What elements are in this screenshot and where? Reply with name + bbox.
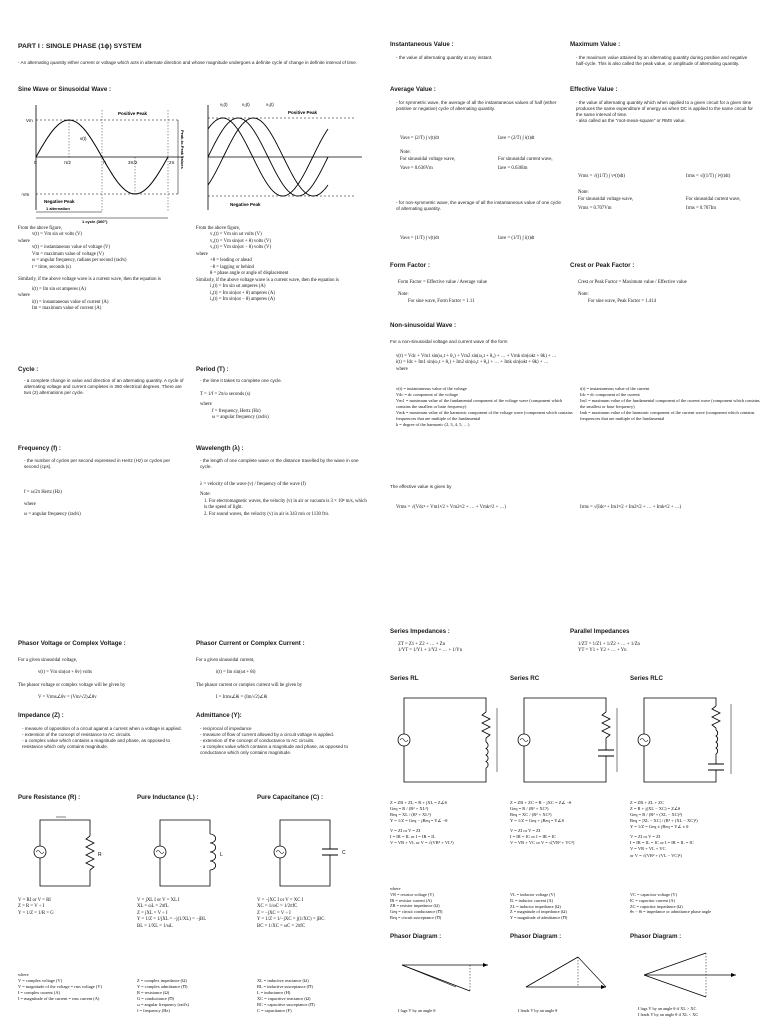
sine-wave-figure [18, 100, 188, 225]
negative-peak-label: Negative Peak [44, 199, 75, 204]
v3-label: v₃(t) [266, 102, 274, 107]
admittance-text: - reciprocal of impedance - measure of flow of current allowed by a circuit voltage is applied. - extension of the concept of conductance to AC circuits. - a complex value which contains a magnitude and phase, as opposed to conductance which only contains magnitude. [200, 726, 349, 755]
part-title: PART I : SINGLE PHASE (1ϕ) SYSTEM [18, 43, 142, 50]
axis-pi: π [103, 160, 107, 165]
positive-peak-label-2: Positive Peak [288, 110, 318, 115]
effective-value-intro: The effective value is given by [390, 484, 452, 489]
form-factor-body: Form Factor = Effective value / Average value Note: For sine wave, Form Factor = 1.11 [398, 280, 487, 304]
series-rlc-legend: VC = capacitor voltage (V) IC = capacitor current (A) ZC = capacitor impedance (Ω) θv − θi = impedance or admittance phase angle [630, 892, 712, 915]
vt-label: v(t) [80, 136, 87, 141]
pure-resistance-eqs: V = RI or V = RI Z = R = V ÷ I Y = 1/Z = 1/R = G [18, 898, 54, 916]
sine-right-lines: From the above figure, v₁(t) = Vm sin ωt volts (V) v₂(t) = Vm sin(ωt + θ) volts (V) v₃(t) = Vm sin(ωt − θ) volts (V) where +θ = leading or ahead −θ = lagging or behind θ = phase angle or angle of displacement Similarly, if the above voltage wave is a current wave, then the equation is i₁(t) = Im sin ωt amperes (A) i₂(t) = Im sin(ωt + θ) amperes (A) i₃(t) = Im sin(ωt − θ) amperes (A) [196, 226, 339, 303]
parallel-impedances-heading: Parallel Impedances [570, 628, 630, 635]
phasor-diagram-rc-heading: Phasor Diagram : [510, 933, 562, 940]
series-rl-legend: where VR = resistor voltage (V) IR = resistor current (A) ZR = resistor impedance (Ω) Geq = circuit conductance (Ʊ) Beq = circuit susceptance (Ʊ) [390, 886, 443, 920]
maximum-text: - the maximum value attained by an alternating quantity during positive and negative half-cycle. This is also called the peak value, or amplitude of alternating quantity. [576, 55, 748, 66]
neg-vm-label: -Vm [21, 192, 30, 197]
wavelength-heading: Wavelength (λ) : [196, 445, 244, 452]
negative-peak-label-2: Negative Peak [230, 202, 261, 207]
nonsinusoidal-irms: Irms = √(Idc² + Im1²/2 + Im2²/2 + … + Imk²/2 + …) [580, 505, 682, 510]
one-cycle-label: 1 cycle (360°) [82, 219, 108, 224]
pure-inductance-eqs: V = jXL I or V = XL I XL = ωL = 2πfL Z = jXL = V ÷ I Y = 1/Z = 1/jXL = −j(1/XL) = −jBL BL = 1/XL = 1/ωL [137, 898, 207, 929]
nonsinusoidal-left-legend: v(t) = instantaneous value of the voltage Vdc = dc component of the voltage Vm1 = maximum value of the fundamental component of the voltage wave (component which contains the smallest or base frequency) Vmk = maximum value of the harmonic component of the voltage wave (component which contains frequencies that are multiple of the fundamental k = degree of the harmonic (2, 3, 4, 5, …) [396, 386, 573, 427]
phasor-current-body: For a given sinusoidal current, i(t) = Im sin(ωt + θi) The phasor current or complex current will be given by I = Irms∠θi = (Im/√2)∠θi [196, 658, 303, 701]
nonsinusoidal-heading: Non-sinusoidal Wave : [390, 322, 457, 329]
sine-left-lines: From the above figure, v(t) = Vm sin ωt volts (V) where v(t) = instantaneous value of voltage (V) Vm = maximum value of voltage (V) ω = angular frequency, radians per second (rad/s) t = time, seconds (s) Similarly, if the above voltage wave is a current wave, then the equation is i(t) = Im sin ωt amperes (A) where i(t) = instantaneous value of current (A) Im = maximum value of current (A) [18, 226, 161, 312]
series-rlc-circuit [636, 690, 746, 790]
average-formulas-2: Vave = (1/T) ∫ v(t)dt Iave = (1/T) ∫ i(t)dt [400, 236, 535, 241]
axis-pi-2: π/2 [64, 160, 71, 165]
pure-capacitance-circuit [270, 812, 350, 892]
frequency-formula: f = ω/2π Hertz (Hz) where ω = angular frequency (rad/s) [24, 490, 81, 517]
average-text-1: - for symmetric wave, the average of all the instantaneous values of half (either positive or negative) cycle of alternating quantity. [396, 100, 557, 111]
average-heading: Average Value : [390, 86, 436, 93]
series-rlc-heading: Series RLC [630, 675, 664, 682]
positive-peak-label: Positive Peak [118, 111, 148, 116]
phasor-diagram-rlc-heading: Phasor Diagram : [630, 933, 682, 940]
phasor-voltage-heading: Phasor Voltage or Complex Voltage : [18, 640, 126, 647]
legend-right: XL = inductive reactance (Ω) BL = inductive susceptance (Ʊ) L = inductance (H) XC = capacitive reactance (Ω) BC = capacitive susceptance (Ʊ) C = capacitance (F) [257, 978, 315, 1013]
crest-factor-body: Crest or Peak Factor = Maximum value / Effective value Note: For sine wave, Peak Factor = 1.414 [578, 280, 687, 304]
series-impedances-eqs: ZT = Z1 + Z2 + … + Zn 1/YT = 1/Y1 + 1/Y2 + … + 1/Yn [398, 642, 463, 654]
period-formula: T = 1/f = 2π/ω seconds (s) where f = frequency, Hertz (Hz) ω = angular frequency (rad/s) [200, 392, 269, 421]
effective-text: - the value of alternating quantity which when applied to a given circuit for a given time produces the same expenditure of energy as when DC is applied to the same circuit for the same interval of time. - also called as the "root-mean-square" or RMS value. [576, 100, 753, 123]
instantaneous-text: - the value of alternating quantity at any instant. [396, 55, 493, 60]
pure-capacitance-eqs: V = −jXC I or V = XC I XC = 1/ωC = 1/2πfC Z = −jXC = V ÷ I Y = 1/Z = 1/−jXC = j(1/XC) = jBC BC = 1/XC = ωC = 2πfC [257, 898, 325, 929]
maximum-heading: Maximum Value : [570, 41, 621, 48]
series-rc-legend: VL = inductor voltage (V) IL = inductor current (A) ZL = inductor impedance (Ω) Z = magnitude of impedance (Ω) Y = magnitude of admittance (Ʊ) [510, 892, 568, 921]
nonsinusoidal-equations: v(t) = Vdc + Vm1 sin(ω₁t + θ₁) + Vm2 sin(ω₂t + θ₂) + … + Vmk sin(ωkt + θk) + … i(t) = Idc + Im1 sin(ω₁t + θ₁) + Im2 sin(ω₂t + θ₂) + … + Imk sin(ωkt + θk) + … where [396, 354, 557, 372]
average-formulas-1: Vave = (2/T) ∫ v(t)dt Iave = (2/T) ∫ i(t)dt Note: For sinusoidal voltage wave, For sinusoidal current wave, Vave = 0.636Vm Iave = 0.636Im [400, 136, 553, 172]
effective-heading: Effective Value : [570, 86, 618, 93]
phasor-diagram-rc [516, 945, 626, 1005]
series-rl-eqs: Z = ZR + ZL = R + jXL = Z∠θ Geq = R / (R² + XL²) Beq = XL / (R² + XL²) Y = 1/Z = Geq − jBeq = Y∠ −θ V = ZI or V = ZI I = IR = IL or I = IR = IL V = VR + VL or V = √(VR² + VL²) [390, 800, 454, 846]
series-impedances-heading: Series Impedances : [390, 628, 450, 635]
one-alternation-label: 1 alternation [46, 206, 70, 211]
nonsinusoidal-vrms: Vrms = √(Vdc² + Vm1²/2 + Vm2²/2 + … + Vmk²/2 + …) [396, 505, 506, 510]
pure-inductance-heading: Pure Inductance (L) : [137, 794, 199, 801]
nonsinusoidal-right-legend: i(t) = instantaneous value of the current Idc = dc component of the current Im1 = maximum value of the fundamental component of the current wave (component which contains the smallest or base frequency) Imk = maximum value of the harmonic component of the current wave (component which contains frequencies that are multiple of the fundamental [580, 386, 760, 421]
admittance-heading: Admittance (Y): [196, 712, 242, 719]
period-text: - the time it takes to complete one cycle. [200, 378, 282, 383]
average-text-2: - for non-symmetric wave, the average of all the instantaneous value of one cycle of alternating quantity. [396, 200, 561, 211]
pure-resistance-heading: Pure Resistance (R) : [18, 794, 81, 801]
phase-shift-figure [196, 100, 366, 215]
cycle-heading: Cycle : [18, 366, 39, 373]
resistor-label: R [98, 852, 102, 858]
phasor-voltage-body: For a given sinusoidal voltage, v(t) = Vm sin(ωt + θv) volts The phasor voltage or complex voltage will be given by V = Vrms∠θv = (Vm/√2)∠θv [18, 658, 126, 701]
parallel-impedances-eqs: 1/ZT = 1/Z1 + 1/Z2 + … + 1/Zn YT = Y1 + Y2 + … + Yn [578, 642, 640, 654]
wavelength-formula: λ = velocity of the wave (v) / frequency of the wave (f) Note: 1. For electromagnetic waves, the velocity (v) in air or vacuum is 3 × 10⁸ m/s, which is the speed of light. 2. For sound waves, the velocity (v) in air is 343 m/s or 1130 ft/s. [200, 482, 367, 517]
period-heading: Period (T) : [196, 366, 229, 373]
series-rc-heading: Series RC [510, 675, 540, 682]
effective-formulas: Vrms = √((1/T) ∫ v²(t)dt) Irms = √((1/T) ∫ i²(t)dt) Note: For sinusoidal voltage wave, For sinusoidal current wave, Vrms = 0.707Vm Irms = 0.707Im [578, 174, 741, 212]
vm-label: Vm [26, 118, 33, 123]
pure-capacitance-heading: Pure Capacitance (C) : [257, 794, 324, 801]
form-factor-heading: Form Factor : [390, 262, 430, 269]
v1-label: v₁(t) [220, 102, 228, 107]
impedance-text: - measure of opposition of a circuit against a current when a voltage is applied. - extension of the concept of resistance to AC circuits. - a complex value which contains a magnitude and phase, as opposed to resistance which only contains magnitude. [22, 726, 182, 749]
pure-inductance-circuit [150, 812, 230, 892]
axis-0: 0 [34, 160, 37, 165]
impedance-heading: Impedance (Z) : [18, 712, 64, 719]
wavelength-text: - the length of one complete wave or the distance travelled by the wave in one cycle. [200, 458, 359, 469]
pure-resistance-circuit [30, 812, 110, 892]
phasor-diagram-rl-heading: Phasor Diagram : [390, 933, 442, 940]
inductor-label: L [220, 852, 223, 858]
nonsinusoidal-intro: For a non-sinusoidal voltage and current wave of the form [390, 339, 508, 344]
series-rc-eqs: Z = ZR + ZC = R − jXC = Z∠ −θ Geq = R / (R² + XC²) Beq = XC / (R² + XC²) Y = 1/Z = Geq + jBeq = Y∠θ V = ZI or V = ZI I = IR = IC or I = IR = IC V = VR + VC or V = √(VR² + VC²) [510, 800, 575, 846]
series-rl-circuit [396, 690, 506, 790]
axis-2pi: 2π [169, 160, 175, 165]
legend-mid: Z = complex impedance (Ω) Y = complex admittance (Ʊ) R = resistance (Ω) G = conductance (Ʊ) ω = angular frequency (rad/s) f = frequency (Hz) [137, 978, 189, 1013]
series-rlc-eqs: Z = ZR + ZL + ZC Z = R + j(XL − XC) = Z∠θ Geq = R / (R² + (XL − XC)²) Beq = |XL − XC| / (R² + (XL − XC)²) Y = 1/Z = Geq ± jBeq = Y∠ ± θ V = ZI or V = ZI I = IR = IL = IC or I = IR = IL = IC V = VR + VL + VC or V = √(VR² + (VL − VC)²) [630, 800, 698, 858]
intro-text: - An alternating quantity either current or voltage which acts in alternate direction and whose magnitude undergoes a definite cycle of change in definite interval of time. [18, 60, 358, 65]
frequency-text: - the number of cycles per second expressed in Hertz (Hz) or cycles per second (cps). [24, 458, 171, 469]
axis-3pi-2: 3π/2 [128, 160, 138, 165]
cycle-text: - a complete change in value and direction of an alternating quantity. A cycle of alternating voltage and current completes in 360 electrical degrees. There are two (2) alternations per cycle. [24, 378, 184, 395]
series-rl-heading: Series RL [390, 675, 419, 682]
v2-label: v₂(t) [242, 102, 250, 107]
phasor-diagram-rl [396, 945, 506, 1005]
phasor-rlc-note: I lags V by an angle θ if XL > XC I leads V by an angle θ if XL < XC [638, 1006, 699, 1017]
series-rc-circuit [516, 690, 626, 790]
frequency-heading: Frequency (f) : [18, 445, 61, 452]
phasor-diagram-rlc [636, 945, 756, 1005]
phasor-current-heading: Phasor Current or Complex Current : [196, 640, 305, 647]
crest-factor-heading: Crest or Peak Factor : [570, 262, 635, 269]
capacitor-label: C [342, 850, 346, 856]
sine-wave-heading: Sine Wave or Sinusoidal Wave : [18, 86, 112, 93]
legend-left: where V = complex voltage (V) V = magnitude of the voltage = rms voltage (V) I = complex current (A) I = magnitude of the current = rms current (A) [18, 972, 103, 1001]
phasor-rc-note: I leads V by an angle θ [518, 1008, 558, 1013]
phasor-rl-note: I lags V by an angle θ [398, 1008, 436, 1013]
peak-to-peak-label: Peak-to-Peak values [180, 130, 185, 169]
instantaneous-heading: Instantaneous Value : [390, 41, 454, 48]
